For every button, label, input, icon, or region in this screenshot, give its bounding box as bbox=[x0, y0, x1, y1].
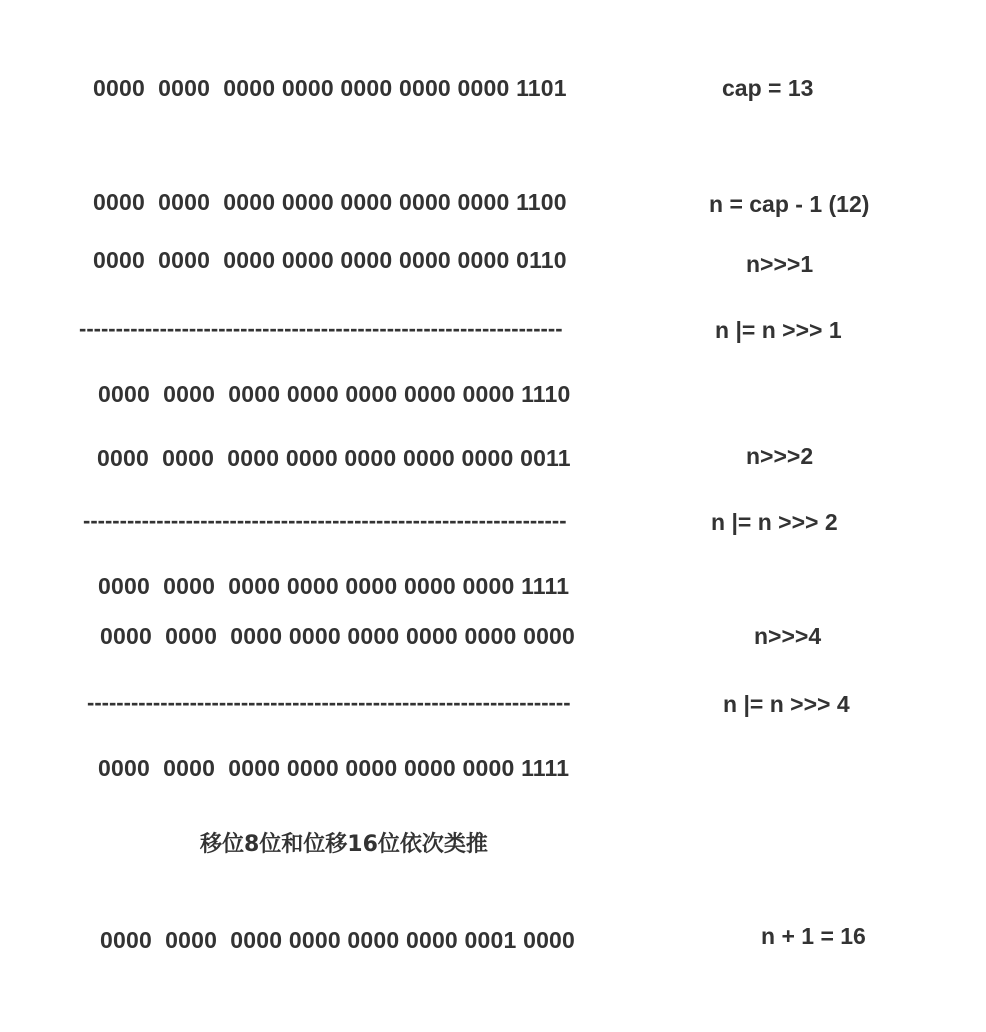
or-shift2-label: n |= n >>> 2 bbox=[711, 509, 838, 535]
result-label: n + 1 = 16 bbox=[761, 923, 866, 949]
or-shift1-label: n |= n >>> 1 bbox=[715, 317, 842, 343]
or4-binary: 0000 0000 0000 0000 0000 0000 0000 1111 bbox=[98, 755, 570, 781]
n-label: n = cap - 1 (12) bbox=[709, 191, 870, 217]
shift4-binary: 0000 0000 0000 0000 0000 0000 0000 0000 bbox=[100, 623, 576, 649]
separator-line-1: ------------------------------------------------------------------ bbox=[79, 316, 563, 341]
or-shift4-label: n |= n >>> 4 bbox=[723, 691, 850, 717]
shift2-label: n>>>2 bbox=[746, 443, 814, 469]
shift2-binary: 0000 0000 0000 0000 0000 0000 0000 0011 bbox=[97, 445, 571, 471]
cap-label: cap = 13 bbox=[722, 75, 814, 101]
separator-line-3: ------------------------------------------------------------------ bbox=[87, 690, 571, 715]
shift1-label: n>>>1 bbox=[746, 251, 814, 277]
separator-line-2: ------------------------------------------------------------------ bbox=[83, 508, 567, 533]
shift1-binary: 0000 0000 0000 0000 0000 0000 0000 0110 bbox=[93, 247, 567, 273]
continuation-note: 移位8位和位移16位依次类推 bbox=[200, 832, 488, 857]
cap-binary: 0000 0000 0000 0000 0000 0000 0000 1101 bbox=[93, 75, 567, 101]
or2-binary: 0000 0000 0000 0000 0000 0000 0000 1111 bbox=[98, 573, 570, 599]
n-binary: 0000 0000 0000 0000 0000 0000 0000 1100 bbox=[93, 189, 567, 215]
or1-binary: 0000 0000 0000 0000 0000 0000 0000 1110 bbox=[98, 381, 571, 407]
shift4-label: n>>>4 bbox=[754, 623, 822, 649]
result-binary: 0000 0000 0000 0000 0000 0000 0001 0000 bbox=[100, 927, 576, 953]
